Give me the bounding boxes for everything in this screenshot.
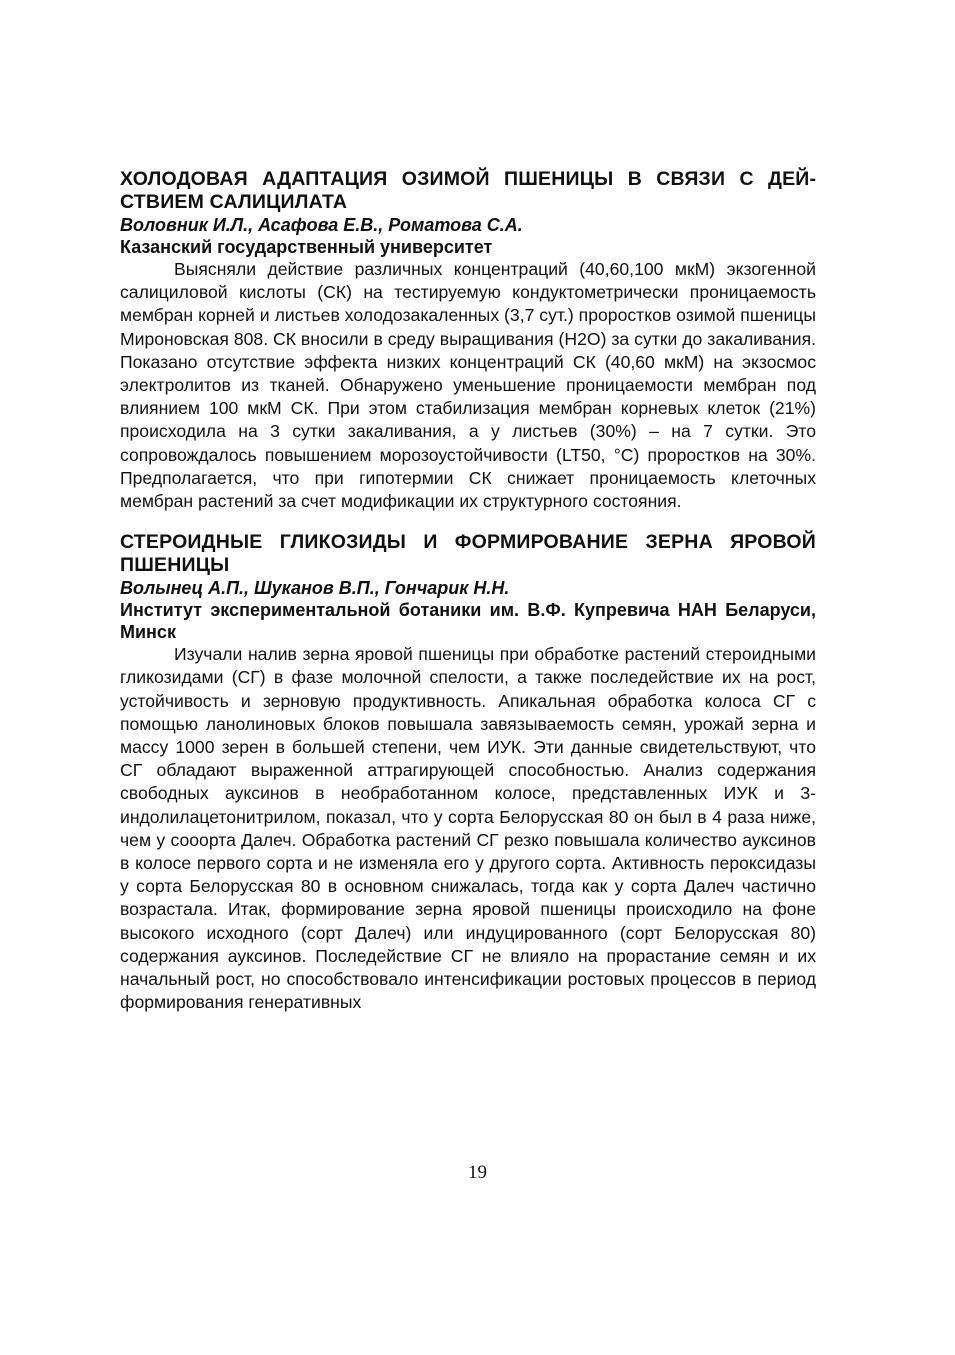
article-authors: Волынец А.П., Шуканов В.П., Гончарик Н.Н. bbox=[120, 578, 510, 599]
article-cold-adaptation bbox=[120, 168, 816, 513]
page-content bbox=[120, 168, 816, 1014]
article-steroid-glycosides bbox=[120, 531, 816, 1014]
article-abstract: Выясняли действие различных концентраций (40,60,100 мкМ) экзогенной салициловой кислоты (СК) на тестируемую кондуктометрически проницаемость мембран корней и листьев холодозакаленных (3,7 сут.) проростков озимой пшеницы Мироновская 808. СК вносили в среду выращивания (Н2О) за сутки до закаливания. Показано отсутствие эффекта низких концентраций СК (40,60 мкМ) на экзосмос электролитов из тканей. Обнаружено уменьшение проницаемости мембран под влиянием 100 мкМ СК. При этом стабилизация мембран корневых клеток (21%) происходила на 3 сутки закаливания, а у листьев (30%) – на 7 сутки. Это сопровождалось повышением морозоустойчивости (LT50, °С) проростков на 30%. Предполагается, что при гипотермии СК снижает проницаемость клеточных мембран растений за счет модификации их структурного состояния. bbox=[120, 259, 816, 512]
article-title: ХОЛОДОВАЯ АДАПТАЦИЯ ОЗИМОЙ ПШЕНИЦЫ В СВЯЗИ С ДЕЙСТВИЕМ САЛИЦИЛАТА bbox=[120, 168, 816, 213]
page-number: 19 bbox=[468, 1162, 487, 1183]
article-affiliation: Казанский государственный университет bbox=[120, 237, 493, 257]
article-title: СТЕРОИДНЫЕ ГЛИКОЗИДЫ И ФОРМИРОВАНИЕ ЗЕРНА ЯРОВОЙ ПШЕНИЦЫ bbox=[120, 531, 816, 577]
article-authors: Воловник И.Л., Асафова Е.В., Роматова С.А. bbox=[120, 215, 523, 235]
article-abstract: Изучали налив зерна яровой пшеницы при обработке растений стероидными гликозидами (СГ) в фазе молочной спелости, а также последействие их на рост, устойчивость и зерновую продуктивность. Апикальная обработка колоса СГ с помощью ланолиновых блоков повышала завязываемость семян, урожай зерна и массу 1000 зерен в большей степени, чем ИУК. Эти данные свидетельствуют, что СГ обладают выраженной аттрагирующей способностью. Анализ содержания свободных ауксинов в необработанном колосе, представленных ИУК и 3-индолилацетонитрилом, показал, что у сорта Белорусская 80 он был в 4 раза ниже, чем у сооорта Далеч. Обработка растений СГ резко повышала количество ауксинов в колосе первого сорта и не изменяла его у другого сорта. Активность пероксидазы у сорта Белорусская 80 в основном снижалась, тогда как у сорта Далеч частично возрастала. Итак, формирование зерна яровой пшеницы происходило на фоне высокого исходного (сорт Далеч) или индуцированного (сорт Белорусская 80) содержания ауксинов. Последействие СГ не влияло на прорастание семян и их начальный рост, но способствовало интенсификации ростовых процессов в период формирования генеративных bbox=[120, 644, 816, 1013]
article-affiliation: Институт экспериментальной ботаники им. В.Ф. Купревича НАН Беларуси, Минск bbox=[120, 600, 816, 643]
